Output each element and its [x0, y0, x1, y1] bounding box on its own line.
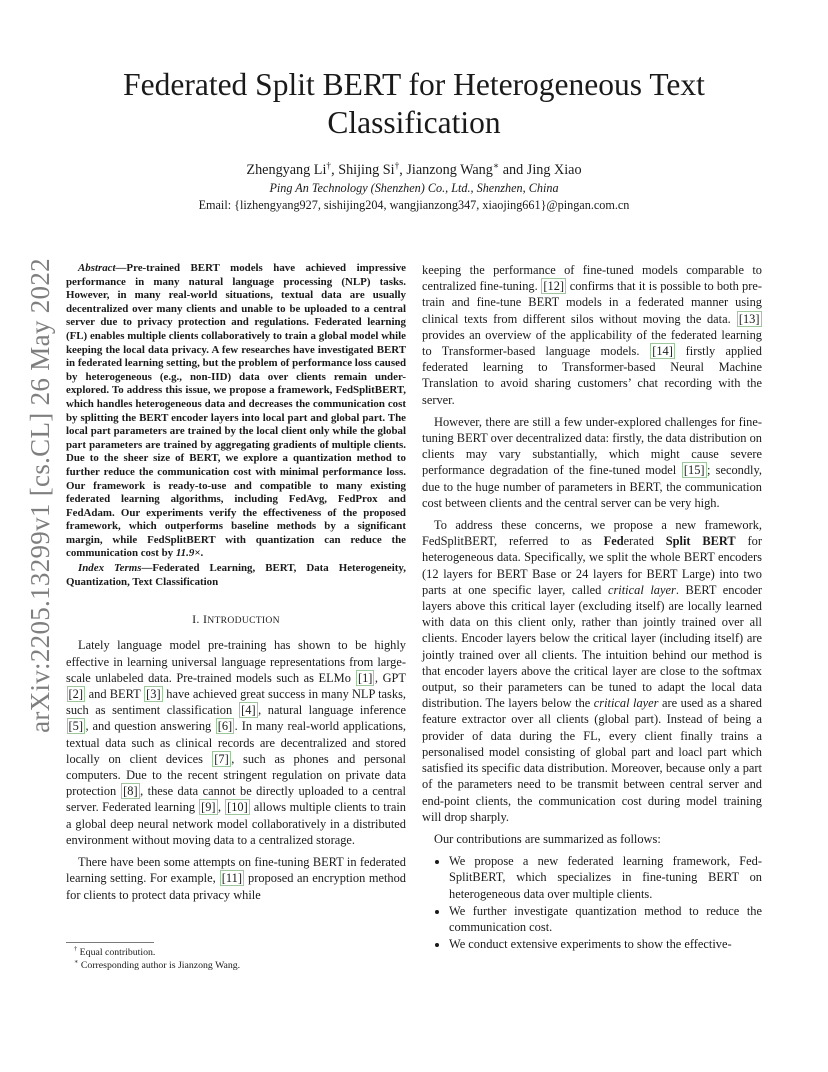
- citation-link[interactable]: [3]: [146, 687, 161, 702]
- left-column: [66, 262, 406, 909]
- author-mark: †: [394, 161, 400, 172]
- citation-link[interactable]: [1]: [357, 670, 373, 685]
- citation-link[interactable]: [13]: [738, 311, 760, 326]
- author-name: Jing Xiao: [526, 162, 582, 178]
- contributions-intro: Our contributions are summarized as follows:: [434, 831, 661, 846]
- compression-factor: 11.9×: [175, 547, 201, 560]
- abstract-label: Abstract: [78, 262, 116, 274]
- footnote-corresponding-author: ∗ Corresponding author is Jianzong Wang.: [74, 958, 241, 971]
- footnote-rule: [66, 942, 154, 943]
- citation-link[interactable]: [5]: [68, 719, 83, 734]
- author-name: Shijing Si: [338, 162, 395, 178]
- intro-paragraph: To address these concerns, we propose a new framework, FedSplitBERT, referred to as Federated Split BERT for heterogeneous data. Specifically, we split the whole BERT encoders (12 layers for BERT Base or 24 layers for BERT Large) into two parts at one specific layer, called critical layer. BERT encoder layers above this critical layer (excluding itself) are locally learned with data on this client only, rather than jointly trained over all clients. Encoder layers below the critical layer (including itself) are jointly trained over all clients. The intuition behind our method is that encoder layers above the critical layer are close to the softmax output, so their parameters can be tuned to adapt the local data distribution. The layers below the critical layer are used as a shared feature extractor over all clients (global part). Instead of being a provider of data during the FL, every client finally trains a personalised model consisting of global part and loacl part which satisfied its specific data distribution. Moreover, because only a part of the parameters need to be transmit between central server and end-point clients, the communication cost during model training will drop sharply.: [422, 518, 763, 824]
- arxiv-identifier-text: arXiv:2205.13299v1 [cs.CL] 26 May 2022: [24, 257, 55, 733]
- citation-link[interactable]: [15]: [683, 463, 705, 478]
- index-terms-label: Index Terms: [78, 562, 142, 575]
- intro-paragraph: keeping the performance of fine-tuned models comparable to centralized fine-tuning. [12] confirms that it is possible to both pre-train and fine-tune BERT models in a federated manner using clinical texts from different silos without moving the data. [13] provides an overview of the applicability of the federated learning to Transformer-based language models. [14] firstly applied federated learning to Transformer-based Neural Machine Translation to avoid sharing customers’ chat recording with the server.: [422, 263, 762, 407]
- index-terms: Index Terms—Federated Learning, BERT, Data Heterogeneity, Quantization, Text Classification: [66, 562, 406, 588]
- arxiv-identifier-stamp: [22, 257, 58, 733]
- citation-link[interactable]: [6]: [217, 719, 233, 734]
- author-list: Zhengyang Li†, Shijing Si†, Jianzong Wang∗ and Jing Xiao: [246, 161, 582, 178]
- contributions-list: [422, 853, 762, 952]
- citation-link[interactable]: [4]: [241, 703, 256, 718]
- author-name: Zhengyang Li: [246, 162, 327, 178]
- author-affiliation: Ping An Technology (Shenzhen) Co., Ltd., Shenzhen, China: [269, 181, 559, 195]
- footnote-equal-contribution: † Equal contribution.: [74, 945, 156, 958]
- citation-link[interactable]: [14]: [652, 344, 673, 359]
- intro-paragraph: However, there are still a few under-explored challenges for fine-tuning BERT over decentralized data: firstly, the data distribution on clients may vary substantially, which might cause severe performance degradation of the fine-tuned model [15] ; secondly, due to the huge number of parameters in BERT, the communication cost between clients and the central server can be very high.: [422, 414, 762, 510]
- list-item: • We conduct extensive experiments to show the effective-: [449, 936, 762, 952]
- citation-link[interactable]: [2]: [68, 687, 83, 702]
- footnotes: [66, 942, 406, 972]
- list-item: • We further investigate quantization method to reduce the communication cost.: [449, 903, 762, 935]
- author-name: Jianzong Wang: [406, 162, 493, 178]
- section-heading-introduction: I. INTRODUCTION: [192, 612, 280, 627]
- citation-link[interactable]: [10]: [227, 800, 248, 815]
- intro-paragraph: There have been some attempts on fine-tuning BERT in federated learning setting. For example, [11] proposed an encryption method for clients to protect data privacy while: [66, 855, 406, 902]
- citation-link[interactable]: [11]: [221, 871, 242, 886]
- citation-link[interactable]: [9]: [201, 800, 216, 815]
- citation-link[interactable]: [12]: [543, 279, 565, 294]
- right-column: [422, 262, 762, 953]
- citation-link[interactable]: [7]: [214, 751, 229, 766]
- citation-link[interactable]: [8]: [123, 784, 138, 799]
- paper-title: Federated Split BERT for Heterogeneous Text Classification: [123, 67, 705, 140]
- list-item: • We propose a new federated learning framework, Fed-SplitBERT, which specializes in fine-tuning BERT on heterogeneous data over multiple clients.: [449, 853, 762, 902]
- author-email: Email: {lizhengyang927, sishijing204, wangjianzong347, xiaojing661}@pingan.com.cn: [198, 198, 630, 212]
- author-mark: ∗: [492, 161, 500, 172]
- abstract: Abstract—Pre-trained BERT models have achieved impressive performance in many natural language processing (NLP) tasks. However, in many real-world situations, textual data are usually decentralized over many clients and unable to be uploaded to a central server due to privacy protection and regulations. Federated learning (FL) enables multiple clients collaboratively to train a global model while keeping the local data privacy. A few researches have investigated BERT in federated learning setting, but the problem of performance loss caused by heterogeneous (e.g., non-IID) data over clients remain under-explored. To address this issue, we propose a framework, FedSplitBERT, which handles heterogeneous data and decreases the communication cost by splitting the BERT encoder layers into local part and global part. The local part parameters are trained by the local client only while the global part parameters are trained by aggregating gradients of multiple clients. Due to the sheer size of BERT, we explore a quantization method to further reduce the communication cost with minimal performance loss. Our framework is ready-to-use and compatible to many existing federated learning algorithms, including FedAvg, FedProx and FedAdam. Our experiments verify the effectiveness of the proposed framework, which outperforms baseline methods by a significant margin, while FedSplitBERT with quantization can reduce the communication cost by 11.9×.: [66, 262, 406, 560]
- intro-paragraph: Lately language model pre-training has shown to be highly effective in learning universal language representations from large-scale unlabeled data. Pre-trained models such as ELMo [1] , GPT [2] and BERT [3] have achieved great success in many NLP tasks, such as sentiment classification [4] , natural language inference [5] , and question answering [6] . In many real-world applications, textual data such as clinical records are decentralized and stored locally on client devices [7] , such as phones and personal computers. Due to the recent stringent regulation on private data protection [8] , these data cannot be directly uploaded to a central server. Federated learning [9] , [10] allows multiple clients to train a global deep neural network model collaboratively in a distributed environment without moving data to a centralized storage.: [66, 638, 406, 847]
- author-mark: †: [326, 161, 332, 172]
